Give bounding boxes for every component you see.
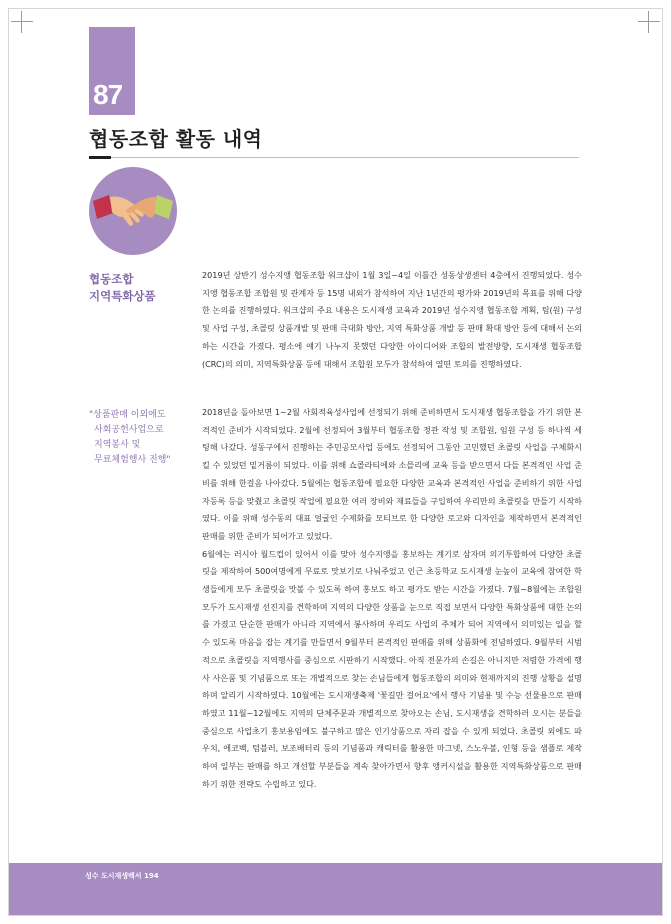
side-quote	[89, 408, 194, 468]
document-page	[8, 8, 663, 916]
side-quote-line: 지역봉사 및	[94, 440, 141, 450]
paragraph-text: 6월에는 러시아 월드컵이 있어서 이를 맞아 성수지앵을 홍보하는 계기로 삼자며 의기투합하여 다양한 초콜릿을 제작하여 500여명에게 무료로 맛보기로 나눠주었고 인근 초등학교 도시재생 눈높이 교육에 참여한 학생들에게 모두 초콜릿을 맛볼 수 있도록 하여 홍보도 하고 평가도 받는 시간을 가졌다. 7월~8월에는 조합원 모두가 도시재생 선진지를 견학하며 지역의 다양한 상품을 눈으로 직접 보면서 다양한 특화상품에 대한 논의를 가졌고 단순한 판매가 아니라 지역에서 봉사하며 우리도 사업의 주체가 되어 지역에서 의미있는 일을 할 수 있도록 마음을 잡는 계기를 만들면서 9월부터 본격적인 판매를 위해 상품화에 전념하였다. 9월부터 시범적으로 초콜릿을 지역행사를 중심으로 시판하기 시작했다. 아직 전문가의 손길은 아니지만 저렴한 가격에 행사 사은품 및 기념품으로 또는 개별적으로 찾는 손님들에게 협동조합의 의미와 현재까지의 진행 상황을 설명하며 알리기 시작하였다. 10월에는 도시재생축제 '꽃길만 걸어요'에서 행사 기념용 및 수능 선물용으로 판매하였고 11월~12월에도 지역의 단체주문과 개별적으로 찾아오는 손님, 도시재생을 견학하러 오시는 분들을 중심으로 사업초기 홍보용임에도 불구하고 많은 인기상품으로 자리 잡을 수 있게 되었다. 초콜릿 외에도 파우치, 에코백, 텀블러, 보조배터리 등의 기념품과 캐릭터를 활용한 마그넷, 스노우볼, 인형 등을 샘플로 제작하여 일부는 판매를 하고 개선할 부분들을 계속 찾아가면서 향후 앵커시설을 활용한 지역특화상품으로 판매하기 위한 전략도 수립하고 있다.	[202, 548, 582, 789]
crop-mark-top-left	[11, 11, 33, 33]
footer-band	[9, 863, 662, 915]
title-rule	[111, 157, 579, 158]
section-number-box	[89, 27, 135, 115]
side-heading	[89, 271, 194, 305]
side-quote-line: 무료체험행사 진행"	[94, 455, 171, 465]
paragraph-text: 2018년을 돌아보면 1~2월 사회적육성사업에 선정되기 위해 준비하면서 도시재생 협동조합을 가기 위한 본격적인 준비가 시작되었다. 2월에 선정되어 3월부터 협동조합 정관 작성 및 조합원, 임원 구성 등 하나씩 세팅해 나갔다. 성동구에서 진행하는 주민공모사업 등에도 선정되어 그동안 고민했던 초콜릿 사업을 구체화시킬 수 있었던 밑거름이 되었다. 이를 위해 쇼콜라티에와 소믈리에 교육 등을 받으면서 다들 본격적인 사업 준비를 위해 한걸음 나아갔다. 5월에는 협동조합에 필요한 다양한 교육과 본격적인 사업을 준비하기 위한 사업자등록 등을 맞췄고 초콜릿 작업에 필요한 여러 장비와 재료들을 구입하여 우리만의 초콜릿을 만들기 시작하였다. 이를 위해 성수동의 대표 얼굴인 수제화를 모티브로 한 다양한 로고와 디자인을 제작하면서 본격적인 판매를 위한 준비가 되어가고 있었다.	[202, 407, 582, 541]
page-title: 협동조합 활동 내역	[89, 127, 263, 151]
side-heading-text: 협동조합 지역특화상품	[89, 272, 156, 303]
section-number: 87	[93, 79, 123, 110]
title-rule-accent	[89, 156, 111, 159]
side-quote-line: 사회공헌사업으로	[94, 425, 164, 435]
side-quote-line: "상품판매 이외에도	[89, 410, 166, 420]
footer-page-label: 성수 도시재생백서 194	[85, 872, 159, 880]
crop-mark-top-right	[638, 11, 660, 33]
paragraph-text: 2019년 상반기 성수지앵 협동조합 워크샵이 1월 3일~4일 이틀간 성동상생센터 4층에서 진행되었다. 성수지앵 협동조합 조합원 및 관계자 등 15명 내외가 참석하여 지난 1년간의 평가와 2019년의 목표를 위해 다양한 논의를 진행하였다. 워크샵의 주요 내용은 도시재생 교육과 2019년 성수지앵 협동조합 계획, 팀(원) 구성 및 사업 구성, 초콜릿 상품개발 및 판매 극대화 방안, 지역 특화상품 개발 등 판매 확대 방안 등에 대해서 논의하는 시간을 가졌다. 평소에 얘기 나누지 못했던 다양한 아이디어와 조합의 발전방향, 도시재생 협동조합(CRC)의 의미, 지역특화상품 등에 대해서 조합원 모두가 참석하여 열띤 토의를 진행하였다.	[202, 270, 582, 369]
handshake-icon	[89, 167, 177, 255]
body-paragraphs-2	[202, 404, 582, 793]
body-paragraph-1	[202, 267, 582, 373]
